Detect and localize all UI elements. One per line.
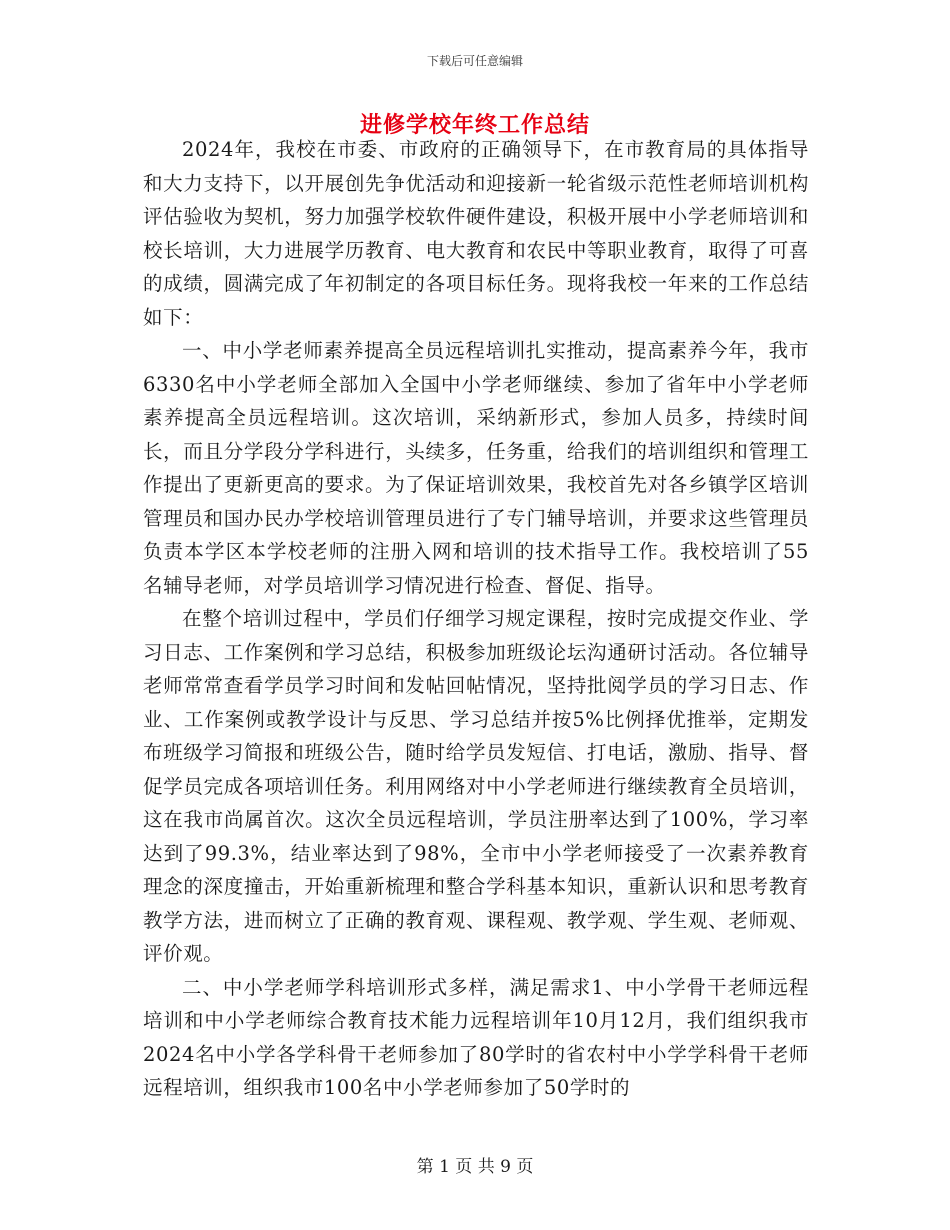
paragraph: 一、中小学老师素养提高全员远程培训扎实推动，提高素养今年，我市6330名中小学老师全部加入全国中小学老师继续、参加了省年中小学老师素养提高全员远程培训。这次培训，采纳新形式，参加人员多，持续时间长，而且分学段分学科进行，头续多，任务重，给我们的培训组织和管理工作提出了更新更高的要求。为了保证培训效果，我校首先对各乡镇学区培训管理员和国办民办学校培训管理员进行了专门辅导培训，并要求这些管理员负责本学区本学校老师的注册入网和培训的技术指导工作。我校培训了55名辅导老师，对学员培训学习情况进行检查、督促、指导。 <box>143 339 809 597</box>
page-header: 下载后可任意编辑 <box>426 54 523 68</box>
document-title: 进修学校年终工作总结 <box>359 113 590 138</box>
page-number-footer: 第 1 页 共 9 页 <box>416 1157 534 1177</box>
document-body <box>143 133 809 1105</box>
paragraph: 二、中小学老师学科培训形式多样，满足需求1、中小学骨干老师远程培训和中小学老师综合教育技术能力远程培训年10月12月，我们组织我市2024名中小学各学科骨干老师参加了80学时的省农村中小学学科骨干老师远程培训，组织我市100名中小学老师参加了50学时的 <box>143 975 809 1099</box>
paragraph: 在整个培训过程中，学员们仔细学习规定课程，按时完成提交作业、学习日志、工作案例和学习总结，积极参加班级论坛沟通研讨活动。各位辅导老师常常查看学员学习时间和发帖回帖情况，坚持批阅学员的学习日志、作业、工作案例或教学设计与反思、学习总结并按5%比例择优推举，定期发布班级学习简报和班级公告，随时给学员发短信、打电话，激励、指导、督促学员完成各项培训任务。利用网络对中小学老师进行继续教育全员培训，这在我市尚属首次。这次全员远程培训，学员注册率达到了100%，学习率达到了99.3%，结业率达到了98%，全市中小学老师接受了一次素养教育理念的深度撞击，开始重新梳理和整合学科基本知识，重新认识和思考教育教学方法，进而树立了正确的教育观、课程观、教学观、学生观、老师观、评价观。 <box>143 607 809 965</box>
paragraph: 2024年，我校在市委、市政府的正确领导下，在市教育局的具体指导和大力支持下，以开展创先争优活动和迎接新一轮省级示范性老师培训机构评估验收为契机，努力加强学校软件硬件建设，积极开展中小学老师培训和校长培训，大力进展学历教育、电大教育和农民中等职业教育，取得了可喜的成绩，圆满完成了年初制定的各项目标任务。现将我校一年来的工作总结如下： <box>143 138 809 329</box>
